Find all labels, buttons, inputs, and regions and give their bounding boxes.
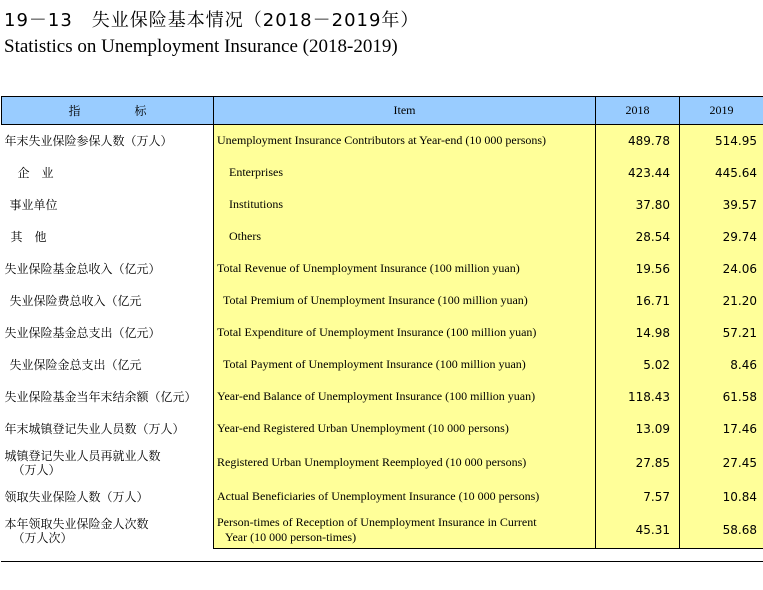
row-label-en bbox=[214, 513, 596, 549]
row-label-cn-line1: 城镇登记失业人员再就业人数 bbox=[4, 448, 161, 463]
table-row bbox=[2, 381, 763, 413]
table-bottom-rule bbox=[1, 561, 763, 562]
value-2019: 514.95 bbox=[680, 125, 763, 157]
row-label-en: Unemployment Insurance Contributors at Year-end (10 000 persons) bbox=[214, 125, 596, 157]
page-title-english: Statistics on Unemployment Insurance (2018-2019) bbox=[4, 36, 398, 57]
row-label-cn: 失业保险费总收入（亿元 bbox=[9, 293, 142, 308]
row-label-cn: 年末失业保险参保人数（万人） bbox=[4, 133, 173, 148]
row-label-cn: 年末城镇登记失业人员数（万人） bbox=[4, 421, 185, 436]
header-2019: 2019 bbox=[680, 97, 763, 125]
header-indicator: 指 标 bbox=[2, 97, 214, 125]
row-label-cn: 失业保险基金总收入（亿元） bbox=[4, 261, 161, 276]
value-2019: 21.20 bbox=[680, 285, 763, 317]
row-label-cn: 其 他 bbox=[10, 229, 47, 244]
row-label-cn-line1: 本年领取失业保险金人次数 bbox=[4, 516, 149, 531]
value-2018: 28.54 bbox=[596, 221, 680, 253]
table-row bbox=[2, 221, 763, 253]
row-label-cn: 失业保险金总支出（亿元 bbox=[9, 357, 142, 372]
value-2019: 17.46 bbox=[680, 413, 763, 445]
row-label-cn bbox=[2, 445, 214, 481]
value-2018: 27.85 bbox=[596, 445, 680, 481]
row-label-en: Institutions bbox=[214, 189, 596, 221]
value-2019: 57.21 bbox=[680, 317, 763, 349]
row-label-cn-line2: （万人） bbox=[12, 462, 61, 477]
value-2019: 61.58 bbox=[680, 381, 763, 413]
value-2018: 45.31 bbox=[596, 513, 680, 549]
table-row bbox=[2, 157, 763, 189]
row-label-en: Total Expenditure of Unemployment Insurance (100 million yuan) bbox=[214, 317, 596, 349]
unemployment-insurance-table bbox=[1, 96, 763, 549]
row-label-en: Others bbox=[214, 221, 596, 253]
value-2018: 423.44 bbox=[596, 157, 680, 189]
value-2018: 118.43 bbox=[596, 381, 680, 413]
table-row bbox=[2, 481, 763, 513]
row-label-cn: 领取失业保险人数（万人） bbox=[4, 489, 149, 504]
table-header-row bbox=[2, 97, 763, 125]
row-label-en: Total Payment of Unemployment Insurance (100 million yuan) bbox=[214, 349, 596, 381]
row-label-cn-line2: （万人次） bbox=[12, 530, 73, 545]
row-label-en: Year-end Registered Urban Unemployment (10 000 persons) bbox=[214, 413, 596, 445]
row-label-en: Registered Urban Unemployment Reemployed (10 000 persons) bbox=[214, 445, 596, 481]
value-2019: 445.64 bbox=[680, 157, 763, 189]
header-2018: 2018 bbox=[596, 97, 680, 125]
value-2019: 29.74 bbox=[680, 221, 763, 253]
row-label-en-line1: Person-times of Reception of Unemployment Insurance in Current bbox=[217, 515, 537, 530]
table-row bbox=[2, 253, 763, 285]
table-row bbox=[2, 189, 763, 221]
value-2018: 16.71 bbox=[596, 285, 680, 317]
row-label-cn: 失业保险基金当年末结余额（亿元） bbox=[4, 389, 197, 404]
value-2019: 24.06 bbox=[680, 253, 763, 285]
row-label-cn: 企 业 bbox=[17, 165, 54, 180]
value-2019: 27.45 bbox=[680, 445, 763, 481]
value-2019: 10.84 bbox=[680, 481, 763, 513]
value-2018: 37.80 bbox=[596, 189, 680, 221]
value-2018: 13.09 bbox=[596, 413, 680, 445]
row-label-cn bbox=[2, 513, 214, 549]
header-item: Item bbox=[214, 97, 596, 125]
row-label-en: Enterprises bbox=[214, 157, 596, 189]
table-row bbox=[2, 445, 763, 481]
value-2019: 8.46 bbox=[680, 349, 763, 381]
value-2018: 489.78 bbox=[596, 125, 680, 157]
table-row bbox=[2, 349, 763, 381]
value-2019: 58.68 bbox=[680, 513, 763, 549]
value-2018: 19.56 bbox=[596, 253, 680, 285]
value-2019: 39.57 bbox=[680, 189, 763, 221]
row-label-en: Total Revenue of Unemployment Insurance (100 million yuan) bbox=[214, 253, 596, 285]
value-2018: 7.57 bbox=[596, 481, 680, 513]
table-row bbox=[2, 413, 763, 445]
table-row bbox=[2, 513, 763, 549]
row-label-en: Year-end Balance of Unemployment Insurance (100 million yuan) bbox=[214, 381, 596, 413]
table-row bbox=[2, 125, 763, 157]
value-2018: 5.02 bbox=[596, 349, 680, 381]
value-2018: 14.98 bbox=[596, 317, 680, 349]
table-row bbox=[2, 285, 763, 317]
row-label-cn: 失业保险基金总支出（亿元） bbox=[4, 325, 161, 340]
row-label-cn: 事业单位 bbox=[9, 197, 58, 212]
row-label-en: Total Premium of Unemployment Insurance (100 million yuan) bbox=[214, 285, 596, 317]
page-title-chinese: 19－13 失业保险基本情况（2018－2019年） bbox=[4, 10, 420, 31]
row-label-en-line2: Year (10 000 person-times) bbox=[225, 530, 357, 545]
row-label-en: Actual Beneficiaries of Unemployment Insurance (10 000 persons) bbox=[214, 481, 596, 513]
table-row bbox=[2, 317, 763, 349]
